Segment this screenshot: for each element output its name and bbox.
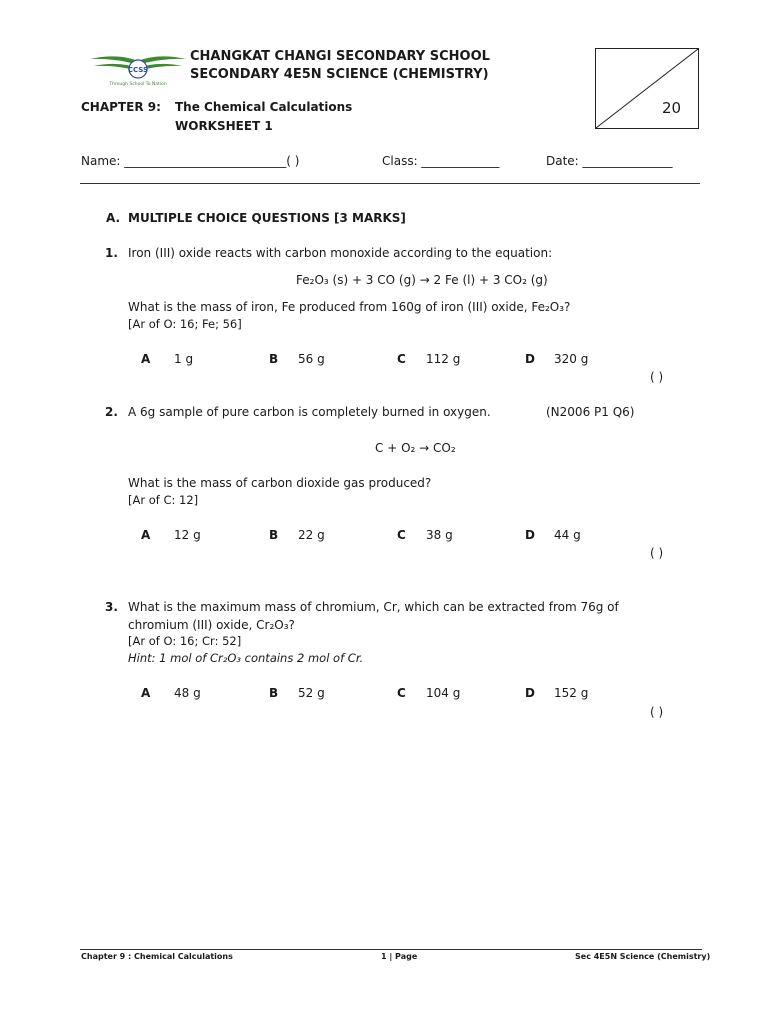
- subject-title: SECONDARY 4E5N SCIENCE (CHEMISTRY): [190, 67, 489, 82]
- chapter-title: The Chemical Calculations: [175, 100, 353, 114]
- footer-course: Sec 4E5N Science (Chemistry): [575, 952, 711, 961]
- question-number: 1.: [105, 246, 118, 260]
- score-box: [595, 48, 699, 129]
- relative-atomic-mass: [Ar of C: 12]: [128, 493, 199, 507]
- worksheet-label: WORKSHEET 1: [175, 119, 273, 133]
- option-text[interactable]: 320 g: [554, 352, 589, 366]
- equation: Fe₂O₃ (s) + 3 CO (g) → 2 Fe (l) + 3 CO₂ (g): [296, 273, 548, 287]
- school-logo: [88, 49, 188, 89]
- answer-blank[interactable]: ( ): [650, 370, 664, 384]
- question-source: (N2006 P1 Q6): [546, 405, 635, 419]
- option-text[interactable]: 152 g: [554, 686, 589, 700]
- svg-text:Through School To Nation: Through School To Nation: [109, 82, 167, 87]
- chapter-label: CHAPTER 9:: [81, 100, 161, 114]
- option-text[interactable]: 1 g: [174, 352, 194, 366]
- score-total: 20: [662, 99, 682, 117]
- option-letter: D: [525, 352, 535, 366]
- option-letter: B: [269, 686, 279, 700]
- option-text[interactable]: 52 g: [298, 686, 325, 700]
- question-number: 2.: [105, 405, 118, 419]
- answer-blank[interactable]: ( ): [650, 546, 664, 560]
- question-stem: A 6g sample of pure carbon is completely burned in oxygen.: [128, 405, 491, 419]
- date-field[interactable]: Date: _______________: [546, 154, 673, 168]
- section-label: A.: [106, 211, 121, 225]
- question-number: 3.: [105, 600, 118, 614]
- option-letter: D: [525, 686, 535, 700]
- option-letter: A: [141, 528, 151, 542]
- question-text: What is the mass of iron, Fe produced from 160g of iron (III) oxide, Fe₂O₃?: [128, 300, 571, 314]
- svg-text:CCSS: CCSS: [127, 66, 149, 74]
- question-stem: Iron (III) oxide reacts with carbon monoxide according to the equation:: [128, 246, 553, 260]
- option-letter: C: [397, 528, 406, 542]
- option-letter: C: [397, 686, 406, 700]
- option-letter: D: [525, 528, 535, 542]
- option-text[interactable]: 22 g: [298, 528, 325, 542]
- option-letter: B: [269, 528, 279, 542]
- section-title: MULTIPLE CHOICE QUESTIONS [3 MARKS]: [128, 211, 406, 225]
- hint-text: Hint: 1 mol of Cr₂O₃ contains 2 mol of Cr.: [128, 651, 364, 665]
- question-text: What is the mass of carbon dioxide gas produced?: [128, 476, 432, 490]
- question-stem-continued: chromium (III) oxide, Cr₂O₃?: [128, 618, 295, 632]
- option-text[interactable]: 104 g: [426, 686, 461, 700]
- question-stem: What is the maximum mass of chromium, Cr, which can be extracted from 76g of: [128, 600, 619, 614]
- header-divider: [80, 183, 700, 184]
- relative-atomic-mass: [Ar of O: 16; Fe; 56]: [128, 317, 242, 331]
- answer-blank[interactable]: ( ): [650, 705, 664, 719]
- option-letter: C: [397, 352, 406, 366]
- option-text[interactable]: 12 g: [174, 528, 201, 542]
- name-field[interactable]: Name: ___________________________( ): [81, 154, 300, 168]
- class-field[interactable]: Class: _____________: [382, 154, 500, 168]
- footer-divider: [80, 949, 702, 950]
- relative-atomic-mass: [Ar of O: 16; Cr: 52]: [128, 634, 242, 648]
- school-name: CHANGKAT CHANGI SECONDARY SCHOOL: [190, 49, 490, 64]
- option-text[interactable]: 38 g: [426, 528, 453, 542]
- option-letter: A: [141, 352, 151, 366]
- option-text[interactable]: 56 g: [298, 352, 325, 366]
- option-text[interactable]: 48 g: [174, 686, 201, 700]
- option-text[interactable]: 112 g: [426, 352, 461, 366]
- score-diagonal: [596, 49, 698, 128]
- option-letter: B: [269, 352, 279, 366]
- equation: C + O₂ → CO₂: [375, 441, 456, 455]
- footer-page: 1 | Page: [381, 952, 418, 961]
- footer-chapter: Chapter 9 : Chemical Calculations: [81, 952, 233, 961]
- option-letter: A: [141, 686, 151, 700]
- option-text[interactable]: 44 g: [554, 528, 581, 542]
